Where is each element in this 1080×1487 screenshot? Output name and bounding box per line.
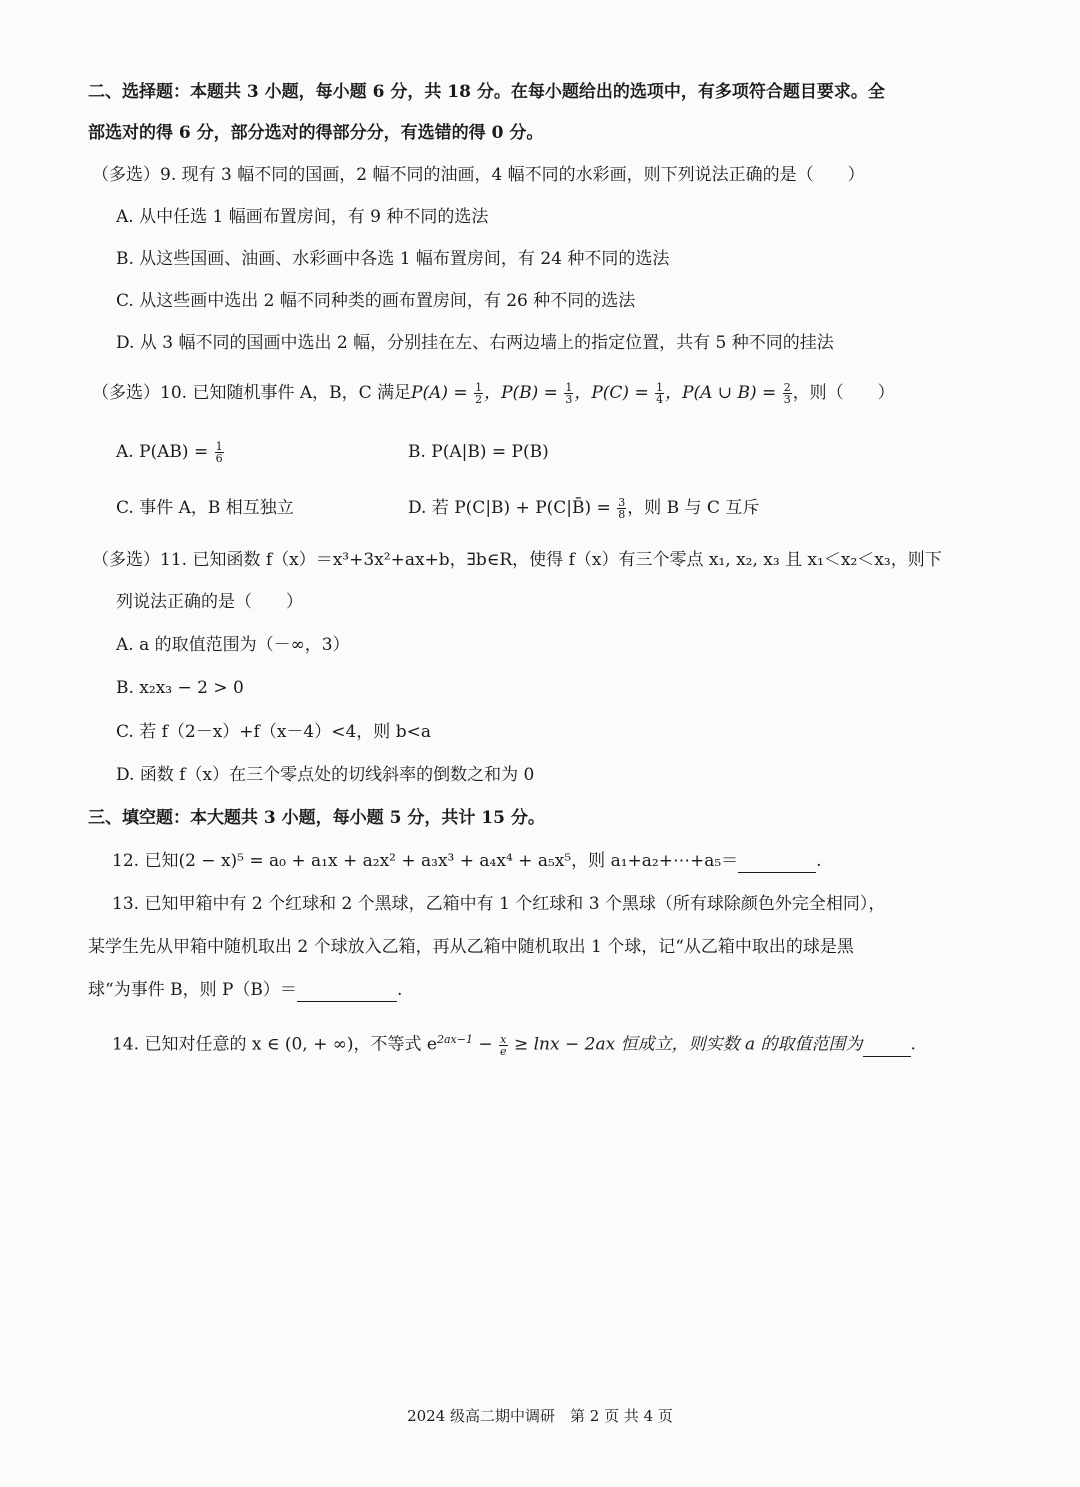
q10-stem: [92, 381, 895, 405]
q10-pab-fraction: $\frac{2}{3}$: [783, 381, 791, 406]
q10-pc-fraction: $\frac{1}{4}$: [656, 381, 664, 406]
q14-fraction: $\frac{x}{e}$: [500, 1032, 507, 1058]
q10-pc: ，P(C) =: [574, 383, 649, 403]
q10-pb: ，P(B) =: [484, 383, 558, 403]
q9-option-d: D. 从 3 幅不同的国画中选出 2 幅，分别挂在左、右两边墙上的指定位置，共有 5 种不同的挂法: [116, 333, 834, 353]
q10-option-b: B. P(A|B) = P(B): [408, 442, 549, 462]
q10-option-d: D. 若 P(C|B) + P(C|B̄) = $\frac{3}{8}$ ，则 B 与 C 互斥: [408, 496, 760, 521]
q10-pa: P(A) =: [411, 383, 468, 403]
page-footer: 2024 级高二期中调研 第 2 页 共 4 页: [407, 1407, 673, 1425]
q14-exponent: 2ax−1: [436, 1033, 473, 1046]
q10-option-a-fraction: $\frac{1}{6}$: [215, 440, 223, 465]
q11-option-b: B. x₂x₃ − 2 > 0: [116, 678, 244, 698]
q13-answer-blank[interactable]: [297, 983, 397, 1002]
q14-answer-blank[interactable]: [863, 1038, 911, 1057]
q10-pab: ，P(A ∪ B) =: [665, 383, 777, 403]
q10-pb-fraction: $\frac{1}{3}$: [565, 381, 573, 406]
q11-option-a: A. a 的取值范围为（－∞，3）: [116, 635, 350, 655]
q9-option-c: C. 从这些画中选出 2 幅不同种类的画布置房间，有 26 种不同的选法: [116, 291, 636, 311]
q9-option-b: B. 从这些国画、油画、水彩画中各选 1 幅布置房间，有 24 种不同的选法: [116, 249, 670, 269]
q10-prefix: （多选）10. 已知随机事件 A，B，C 满足: [92, 383, 412, 403]
q12-answer-blank[interactable]: [738, 854, 816, 873]
q11-option-d: D. 函数 f（x）在三个零点处的切线斜率的倒数之和为 0: [116, 765, 535, 785]
section3-heading: 三、填空题：本大题共 3 小题，每小题 5 分，共计 15 分。: [88, 808, 545, 828]
section2-heading-line1: 二、选择题：本题共 3 小题，每小题 6 分，共 18 分。在每小题给出的选项中，有多项符合题目要求。全: [88, 82, 885, 102]
q10-option-c: C. 事件 A，B 相互独立: [116, 498, 294, 518]
q9-option-a: A. 从中任选 1 幅画布置房间，有 9 种不同的选法: [116, 207, 489, 227]
q14-text: 14. 已知对任意的 x ∈ (0, + ∞)，不等式 $e^{2ax-1}$ − $\frac{x}{e}$ ≥ lnx − 2ax 恒成立，则实数 a 的取值范围为 .: [112, 1032, 916, 1058]
q11-option-c: C. 若 f（2－x）+f（x－4）<4，则 b<a: [116, 722, 431, 742]
q11-stem-line2: 列说法正确的是（ ）: [116, 592, 303, 612]
section2-heading-line2: 部选对的得 6 分，部分选对的得部分分，有选错的得 0 分。: [88, 123, 544, 143]
q10-option-a: A. P(AB) = $\frac{1}{6}$: [116, 440, 223, 465]
q10-option-d-fraction: $\frac{3}{8}$: [618, 496, 626, 521]
q13-line3: 球“为事件 B，则 P（B）＝ .: [88, 980, 403, 1000]
q10-suffix: ，则（ ）: [792, 383, 895, 403]
q10-pa-fraction: $\frac{1}{2}$: [475, 381, 483, 406]
q13-line1: 13. 已知甲箱中有 2 个红球和 2 个黑球，乙箱中有 1 个红球和 3 个黑球（所有球除颜色外完全相同），: [112, 894, 886, 914]
q13-line2: 某学生先从甲箱中随机取出 2 个球放入乙箱，再从乙箱中随机取出 1 个球，记“从乙箱中取出的球是黑: [88, 937, 854, 957]
q11-stem-line1: （多选）11. 已知函数 f（x）＝x³+3x²+ax+b，∃b∈R，使得 f（x）有三个零点 x₁, x₂, x₃ 且 x₁＜x₂＜x₃，则下: [92, 550, 942, 570]
q12-text: 12. 已知(2 − x)⁵ = a₀ + a₁x + a₂x² + a₃x³ + a₄x⁴ + a₅x⁵，则 a₁+a₂+⋯+a₅＝ .: [112, 851, 822, 871]
q9-stem: （多选）9. 现有 3 幅不同的国画，2 幅不同的油画，4 幅不同的水彩画，则下列说法正确的是（ ）: [92, 165, 865, 185]
